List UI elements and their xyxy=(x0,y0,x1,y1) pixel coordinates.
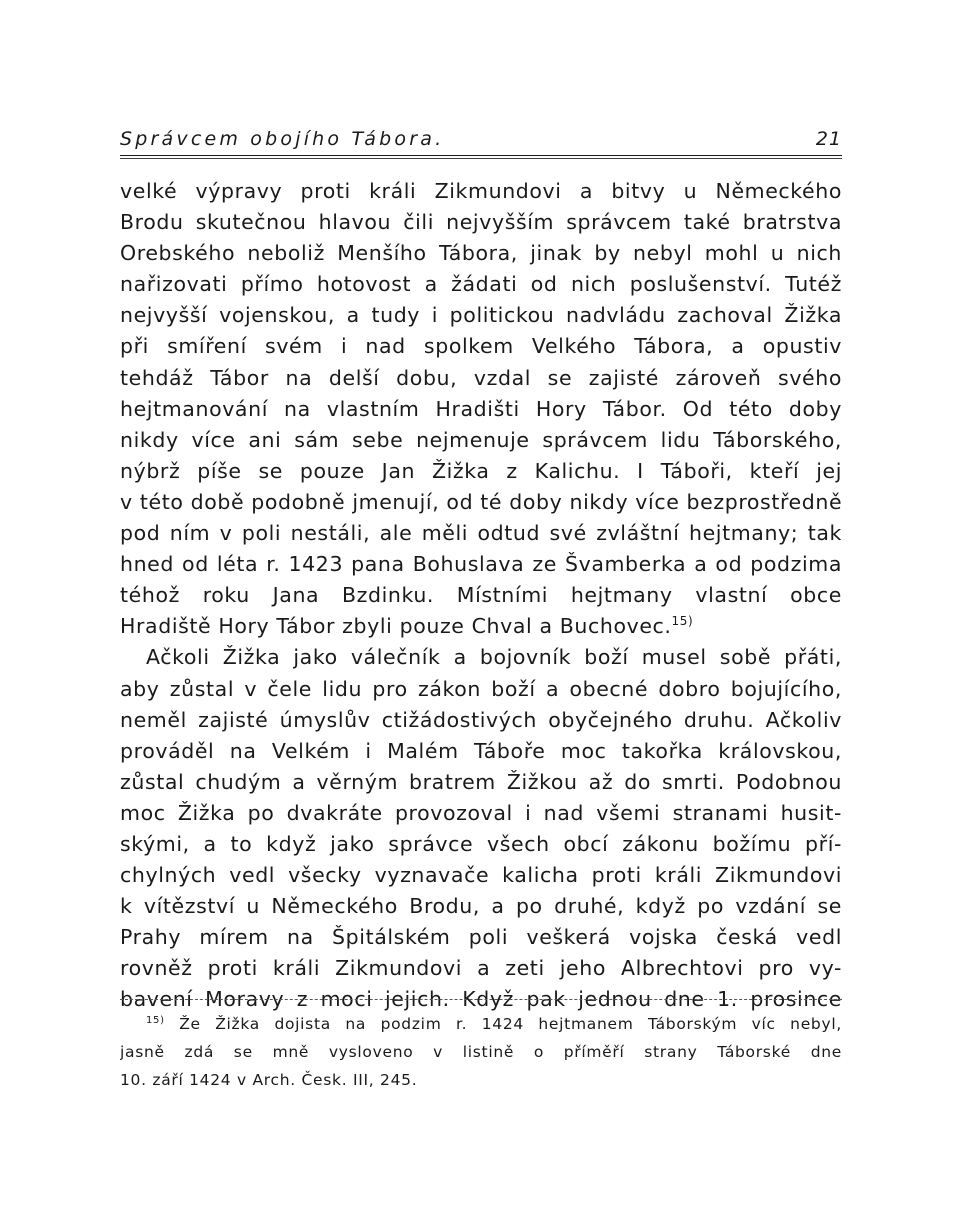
text-line: Ačkoli Žižka jako válečník a bojovník boží musel sobě přáti, xyxy=(146,645,842,670)
text-line: v této době podobně jmenují, od té doby nikdy více bezprostředně xyxy=(120,489,842,514)
text-line: nařizovati přímo hotovost a žádati od nich poslušenství. Tutéž xyxy=(120,272,842,297)
header-rule-secondary xyxy=(120,158,842,159)
text-line: rovněž proti králi Zikmundovi a zeti jeho Albrechtovi pro vy- xyxy=(120,956,842,981)
running-title: Správcem obojího Tábora. xyxy=(120,128,445,150)
footnote xyxy=(120,1010,842,1094)
text-line: prováděl na Velkém i Malém Táboře moc takořka královskou, xyxy=(120,738,842,763)
footnote-marker: 15) xyxy=(146,1015,165,1026)
text-line: velké výpravy proti králi Zikmundovi a bitvy u Německého xyxy=(120,179,842,203)
text-line-content: Hradiště Hory Tábor zbyli pouze Chval a Buchovec. xyxy=(120,614,672,639)
text-line: bavení Moravy z moci jejich. Když pak jednou dne 1. prosince xyxy=(120,987,842,1012)
text-line: pod ním v poli nestáli, ale měli odtud své zvláštní hejtmany; tak xyxy=(120,521,842,546)
text-line: Brodu skutečnou hlavou čili nejvyšším správcem také bratrstva xyxy=(120,210,842,235)
text-line: moc Žižka po dvakráte provozoval i nad všemi stranami husit- xyxy=(120,800,842,825)
text-line: k vítězství u Německého Brodu, a po druhé, když po vzdání se xyxy=(120,894,842,919)
text-line: chylných vedl všecky vyznavače kalicha proti králi Zikmundovi xyxy=(120,863,842,888)
text-line: skými, a to když jako správce všech obcí zákonu božímu pří- xyxy=(120,831,842,856)
footnote-line: 10. září 1424 v Arch. Česk. III, 245. xyxy=(120,1071,418,1089)
running-head xyxy=(120,128,842,158)
footnote-line-content: Že Žižka dojista na podzim r. 1424 hejtmanem Táborským víc nebyl, xyxy=(179,1015,842,1033)
text-line: hned od léta r. 1423 pana Bohuslava ze Švamberka a od podzima xyxy=(120,552,842,577)
footnote-line xyxy=(120,1010,842,1038)
text-line: Orebského neboliž Menšího Tábora, jinak by nebyl mohl u nich xyxy=(120,241,842,266)
text-line: aby zůstal v čele lidu pro zákon boží a obecné dobro bojujícího, xyxy=(120,676,842,701)
text-line: zůstal chudým a věrným bratrem Žižkou až do smrti. Podobnou xyxy=(120,769,842,794)
page-number: 21 xyxy=(815,128,842,150)
text-line: nýbrž píše se pouze Jan Žižka z Kalichu. I Táboři, kteří jej xyxy=(120,458,842,483)
footnote-separator xyxy=(120,999,842,1000)
text-line: při smíření svém i nad spolkem Velkého Tábora, a opustiv xyxy=(120,334,842,359)
text-line-paragraph-end xyxy=(120,611,842,642)
footnote-reference: 15) xyxy=(671,614,694,629)
text-line: hejtmanování na vlastním Hradišti Hory Tábor. Od této doby xyxy=(120,396,842,421)
header-rule xyxy=(120,155,842,156)
text-line: nikdy více ani sám sebe nejmenuje správcem lidu Táborského, xyxy=(120,427,842,452)
main-text xyxy=(120,176,842,1016)
text-line: téhož roku Jana Bzdinku. Místními hejtmany vlastní obce xyxy=(120,583,842,608)
text-line: Prahy mírem na Špitálském poli veškerá vojska česká vedl xyxy=(120,925,842,950)
text-line: nejvyšší vojenskou, a tudy i politickou nadvládu zachoval Žižka xyxy=(120,303,842,328)
text-line: tehdáž Tábor na delší dobu, vzdal se zajisté zároveň svého xyxy=(120,365,842,390)
footnote-line: jasně zdá se mně vysloveno v listině o příměří strany Táborské dne xyxy=(120,1043,842,1061)
text-line: neměl zajisté úmyslův ctižádostivých obyčejného druhu. Ačkoliv xyxy=(120,707,842,732)
